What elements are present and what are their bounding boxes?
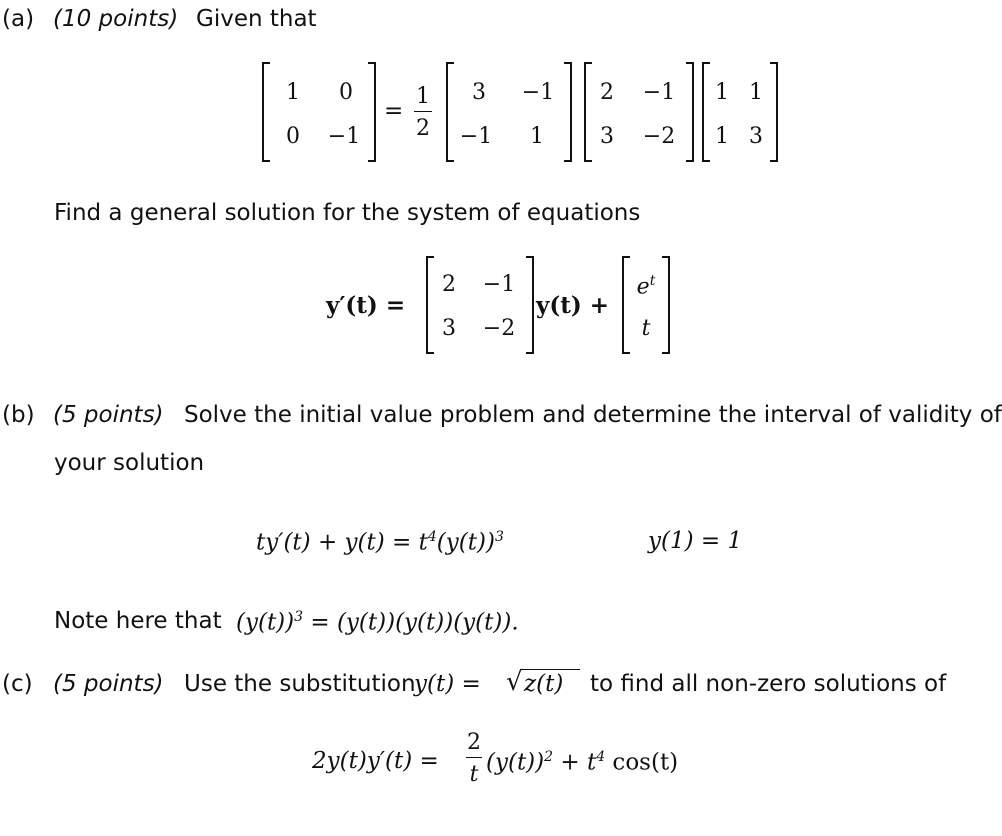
part-b-text-1: Solve the initial value problem and determine the interval of validity of bbox=[184, 402, 1002, 428]
part-b-note-math: $(y(t))^3 = (y(t))(y(t))(y(t))$. bbox=[236, 609, 519, 636]
part-c-eq-lhs: 2y(t)y′(t) = bbox=[312, 748, 439, 774]
equals-sign: = bbox=[384, 98, 404, 124]
part-a-points: (10 points) bbox=[53, 6, 179, 32]
part-c-substitution: y(t) = bbox=[414, 671, 481, 697]
part-c-eq-rest: $(y(t))^2 + t^4$ cos(t) bbox=[486, 749, 679, 776]
part-b-equation: $ty'(t) + y(t) = t^4(y(t))^3$ bbox=[256, 529, 504, 556]
fraction-half: 1 2 bbox=[416, 84, 430, 141]
matrix-lhs: 1 0 0 −1 bbox=[262, 62, 376, 162]
matrix-a: 2 −1 3 −2 bbox=[584, 62, 694, 162]
system-matrix: 2 −1 3 −2 bbox=[426, 256, 534, 354]
part-b-points: (5 points) bbox=[53, 402, 164, 428]
system-lhs: y′(t) = bbox=[326, 292, 406, 319]
part-b-initial-condition: y(1) = 1 bbox=[648, 528, 743, 554]
matrix-q: 1 1 1 3 bbox=[702, 62, 778, 162]
part-a-label: (a) bbox=[2, 6, 35, 32]
part-b-label: (b) bbox=[2, 402, 35, 428]
part-c-root: z(t) bbox=[524, 671, 564, 697]
part-a-find-text: Find a general solution for the system of equations bbox=[54, 200, 641, 226]
part-c-points: (5 points) bbox=[53, 671, 164, 697]
sqrt-symbol: √ bbox=[506, 667, 523, 697]
fraction-two-over-t: 2 t bbox=[467, 730, 481, 787]
part-a-intro: Given that bbox=[196, 6, 317, 32]
part-c-text-2: to find all non-zero solutions of bbox=[590, 671, 947, 697]
sqrt-overline bbox=[522, 669, 580, 670]
forcing-vector: $e^t$ t bbox=[622, 256, 670, 354]
part-b-note-text: Note here that bbox=[54, 608, 222, 634]
part-b-text-2: your solution bbox=[54, 450, 205, 476]
system-mid: y(t) + bbox=[536, 292, 610, 319]
part-c-text-1: Use the substitution bbox=[184, 671, 416, 697]
matrix-p: 3 −1 −1 1 bbox=[446, 62, 572, 162]
part-c-label: (c) bbox=[2, 671, 33, 697]
